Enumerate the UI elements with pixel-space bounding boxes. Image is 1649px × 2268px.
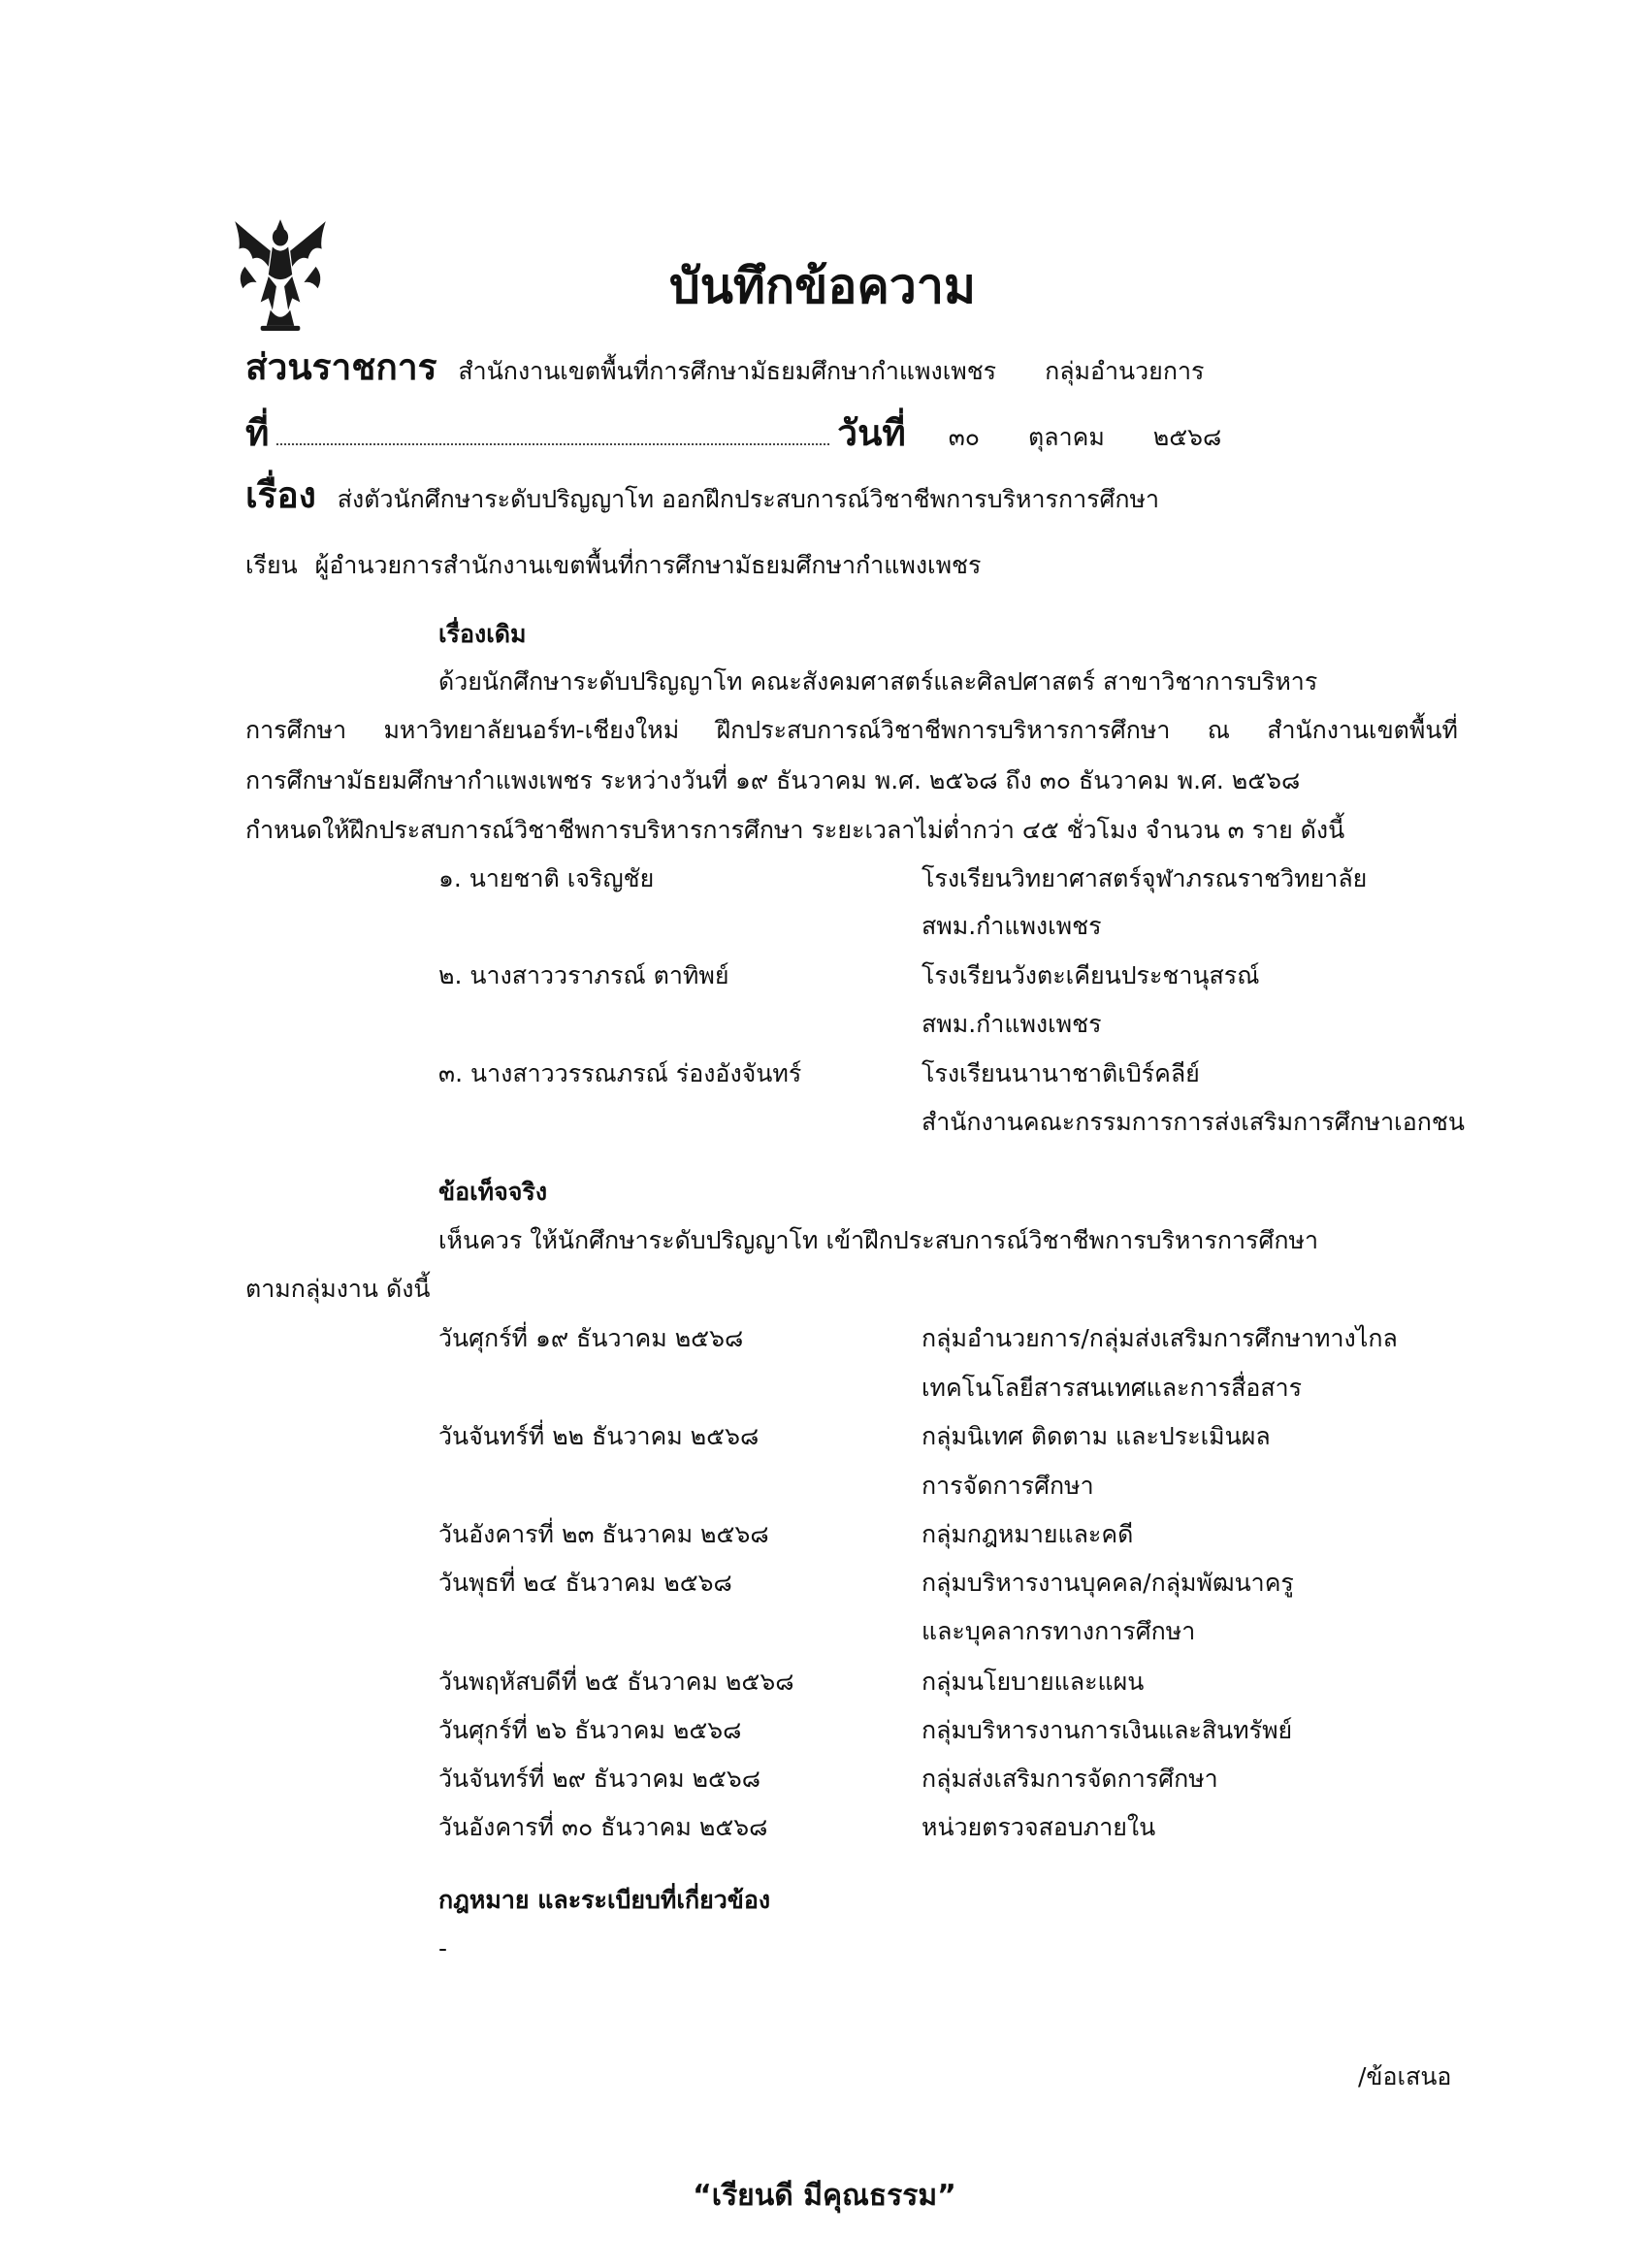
ref-number-blank <box>276 442 829 445</box>
student-org: สำนักงานคณะกรรมการการส่งเสริมการศึกษาเอกชน <box>922 1108 1465 1136</box>
schedule-group: กลุ่มบริหารงานบุคคล/กลุ่มพัฒนาครู <box>922 1569 1294 1597</box>
student-org: สพม.กำแพงเพชร <box>922 912 1102 940</box>
schedule-group: กลุ่มนิเทศ ติดตาม และประเมินผล <box>922 1422 1271 1450</box>
subject-label: เรื่อง <box>245 474 316 516</box>
schedule-group: กลุ่มนโยบายและแผน <box>922 1668 1145 1696</box>
word: ณ <box>1207 716 1230 744</box>
facts-line: ตามกลุ่มงาน ดังนี้ <box>245 1275 431 1303</box>
subject-value: ส่งตัวนักศึกษาระดับปริญญาโท ออกฝึกประสบการณ์วิชาชีพการบริหารการศึกษา <box>337 485 1160 513</box>
ref-label: ที่ <box>245 412 270 454</box>
law-heading: กฎหมาย และระเบียบที่เกี่ยวข้อง <box>438 1886 771 1914</box>
to-label: เรียน <box>245 551 298 579</box>
date-month: ตุลาคม <box>1028 423 1105 451</box>
student-school: โรงเรียนวิทยาศาสตร์จุฬาภรณราชวิทยาลัย <box>922 864 1368 892</box>
facts-line: เห็นควร ให้นักศึกษาระดับปริญญาโท เข้าฝึกประสบการณ์วิชาชีพการบริหารการศึกษา <box>438 1226 1319 1254</box>
schedule-group: เทคโนโลยีสารสนเทศและการสื่อสาร <box>922 1374 1303 1402</box>
schedule-day: วันศุกร์ที่ ๒๖ ธันวาคม ๒๕๖๘ <box>438 1716 742 1744</box>
schedule-day: วันพุธที่ ๒๔ ธันวาคม ๒๕๖๘ <box>438 1569 732 1597</box>
background-line: ด้วยนักศึกษาระดับปริญญาโท คณะสังคมศาสตร์และศิลปศาสตร์ สาขาวิชาการบริหาร <box>438 667 1318 696</box>
background-heading: เรื่องเดิม <box>438 620 527 648</box>
law-value: - <box>438 1934 448 1962</box>
agency-group: กลุ่มอำนวยการ <box>1045 357 1205 385</box>
schedule-day: วันอังคารที่ ๓๐ ธันวาคม ๒๕๖๘ <box>438 1813 768 1841</box>
word: สำนักงานเขตพื้นที่ <box>1267 716 1458 744</box>
schedule-group: หน่วยตรวจสอบภายใน <box>922 1813 1156 1841</box>
schedule-group: กลุ่มกฎหมายและคดี <box>922 1520 1134 1548</box>
background-line: กำหนดให้ฝึกประสบการณ์วิชาชีพการบริหารการศึกษา ระยะเวลาไม่ต่ำกว่า ๔๕ ชั่วโมง จำนวน ๓ ราย ดังนี้ <box>245 816 1345 844</box>
schedule-day: วันพฤหัสบดีที่ ๒๕ ธันวาคม ๒๕๖๘ <box>438 1668 794 1696</box>
date-day: ๓๐ <box>948 423 981 451</box>
reference-line <box>245 412 1222 454</box>
student-name: ๓. นางสาววรรณภรณ์ ร่องอังจันทร์ <box>438 1059 802 1087</box>
word: ฝึกประสบการณ์วิชาชีพการบริหารการศึกษา <box>716 716 1171 744</box>
schedule-group: กลุ่มส่งเสริมการจัดการศึกษา <box>922 1765 1218 1793</box>
schedule-group: การจัดการศึกษา <box>922 1472 1094 1500</box>
continue-note: /ข้อเสนอ <box>1358 2062 1452 2090</box>
garuda-emblem-icon <box>229 215 332 334</box>
subject-line <box>245 474 1160 516</box>
memo-title: บันทึกข้อความ <box>669 258 976 314</box>
background-line: การศึกษามัธยมศึกษากำแพงเพชร ระหว่างวันที่ ๑๙ ธันวาคม พ.ศ. ๒๕๖๘ ถึง ๓๐ ธันวาคม พ.ศ. ๒๕๖๘ <box>245 766 1301 794</box>
motto: “เรียนดี มีคุณธรรม” <box>693 2179 956 2213</box>
background-line <box>245 718 1458 742</box>
student-org: สพม.กำแพงเพชร <box>922 1010 1102 1038</box>
agency-label: ส่วนราชการ <box>245 346 437 388</box>
facts-heading: ข้อเท็จจริง <box>438 1178 548 1206</box>
schedule-group: และบุคลากรทางการศึกษา <box>922 1617 1196 1645</box>
to-value: ผู้อำนวยการสำนักงานเขตพื้นที่การศึกษามัธยมศึกษากำแพงเพชร <box>314 551 982 579</box>
student-name: ๒. นางสาววราภรณ์ ตาทิพย์ <box>438 961 729 989</box>
date-year: ๒๕๖๘ <box>1152 423 1222 451</box>
agency-value: สำนักงานเขตพื้นที่การศึกษามัธยมศึกษากำแพงเพชร <box>458 357 997 385</box>
schedule-day: วันอังคารที่ ๒๓ ธันวาคม ๒๕๖๘ <box>438 1520 769 1548</box>
word: การศึกษา <box>245 716 347 744</box>
student-name: ๑. นายชาติ เจริญชัย <box>438 864 655 892</box>
schedule-group: กลุ่มอำนวยการ/กลุ่มส่งเสริมการศึกษาทางไกล <box>922 1324 1398 1352</box>
student-school: โรงเรียนวังตะเคียนประชานุสรณ์ <box>922 961 1260 989</box>
student-school: โรงเรียนนานาชาติเบิร์คลีย์ <box>922 1059 1200 1087</box>
schedule-day: วันจันทร์ที่ ๒๙ ธันวาคม ๒๕๖๘ <box>438 1765 761 1793</box>
date-label: วันที่ <box>837 412 906 454</box>
agency-line <box>245 346 1205 388</box>
schedule-group: กลุ่มบริหารงานการเงินและสินทรัพย์ <box>922 1716 1293 1744</box>
word: มหาวิทยาลัยนอร์ท-เชียงใหม่ <box>383 716 680 744</box>
to-line <box>245 553 981 577</box>
schedule-day: วันศุกร์ที่ ๑๙ ธันวาคม ๒๕๖๘ <box>438 1324 744 1352</box>
schedule-day: วันจันทร์ที่ ๒๒ ธันวาคม ๒๕๖๘ <box>438 1422 760 1450</box>
